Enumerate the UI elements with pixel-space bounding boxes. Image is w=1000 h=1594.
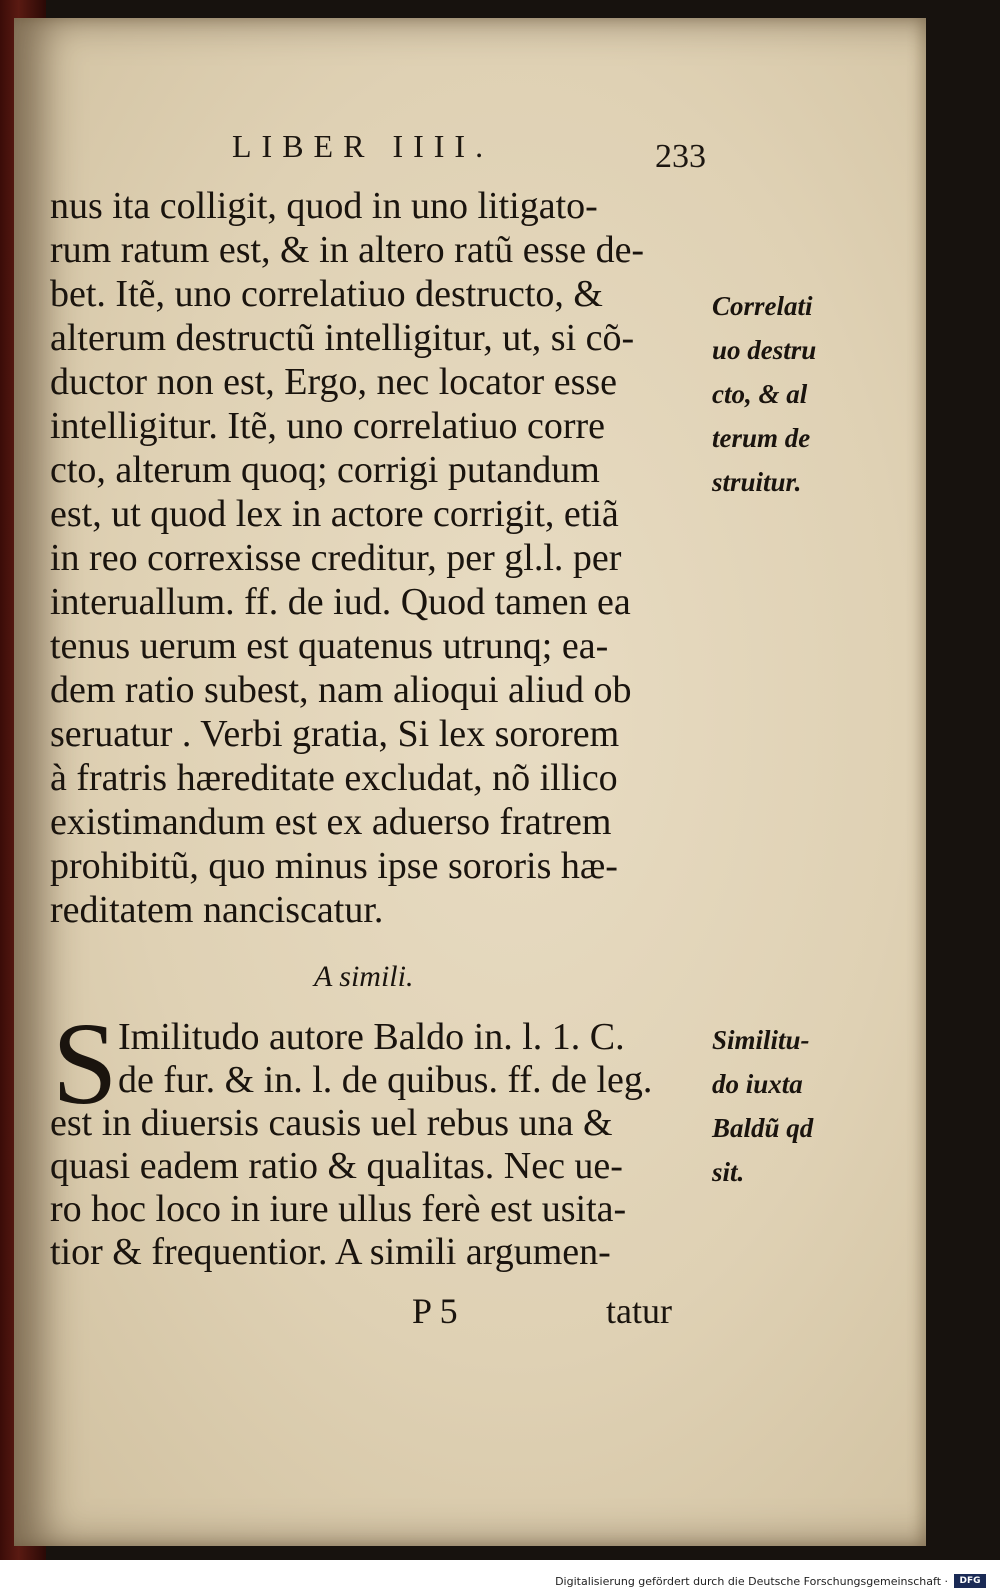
text-line: est, ut quod lex in actore corrigit, etiã bbox=[50, 493, 619, 535]
text-line: tior & frequentior. A simili argumen- bbox=[50, 1231, 611, 1273]
section-heading: A simili. bbox=[314, 960, 414, 993]
drop-cap-initial: S bbox=[52, 998, 118, 1129]
text-line: rum ratum est, & in altero ratũ esse de- bbox=[50, 229, 645, 271]
text-line: quasi eadem ratio & qualitas. Nec ue- bbox=[50, 1145, 623, 1187]
text-line: in reo correxisse creditur, per gl.l. per bbox=[50, 537, 622, 579]
text-line: nus ita colligit, quod in uno litigato- bbox=[50, 185, 598, 227]
catchword: tatur bbox=[606, 1291, 672, 1331]
text-line: ro hoc loco in iure ullus ferè est usita- bbox=[50, 1188, 627, 1230]
text-line: bet. Itẽ, uno correlatiuo destructo, & bbox=[50, 273, 603, 315]
digitization-credit: Digitalisierung gefördert durch die Deutsche Forschungsgemeinschaft · bbox=[555, 1575, 948, 1588]
margin-note-line: terum de bbox=[712, 423, 811, 453]
text-line: reditatem nanciscatur. bbox=[50, 889, 384, 931]
margin-note-line: Similitu- bbox=[712, 1025, 810, 1055]
marginal-note-correlatiuo bbox=[712, 284, 816, 504]
text-line: ductor non est, Ergo, nec locator esse bbox=[50, 361, 618, 403]
text-line: est in diuersis causis uel rebus una & bbox=[50, 1102, 613, 1144]
text-line: à fratris hæreditate excludat, nõ illico bbox=[50, 757, 618, 799]
margin-note-line: do iuxta bbox=[712, 1069, 803, 1099]
margin-note-line: Correlati bbox=[712, 291, 813, 321]
text-line: existimandum est ex aduerso fratrem bbox=[50, 801, 612, 843]
margin-note-line: uo destru bbox=[712, 335, 817, 365]
text-line: intelligitur. Itẽ, uno correlatiuo corre bbox=[50, 405, 606, 447]
text-line: tenus uerum est quatenus utrunq; ea- bbox=[50, 625, 609, 667]
main-text-block bbox=[50, 184, 710, 932]
margin-note-line: Baldũ qd bbox=[712, 1113, 814, 1143]
dfg-logo-icon: DFG bbox=[954, 1574, 986, 1588]
text-line: de fur. & in. l. de quibus. ff. de leg. bbox=[118, 1059, 653, 1101]
marginal-note-similitudo bbox=[712, 1018, 813, 1194]
text-line: interuallum. ff. de iud. Quod tamen ea bbox=[50, 581, 631, 623]
margin-note-line: struitur. bbox=[712, 467, 802, 497]
signature-mark: P 5 bbox=[412, 1291, 458, 1331]
text-line: alterum destructũ intelligitur, ut, si cõ- bbox=[50, 317, 635, 359]
text-line: cto, alterum quoq; corrigi putandum bbox=[50, 449, 600, 491]
text-line: seruatur . Verbi gratia, Si lex sororem bbox=[50, 713, 620, 755]
section-text-block bbox=[50, 998, 710, 1274]
margin-note-line: sit. bbox=[712, 1157, 745, 1187]
text-line: Imilitudo autore Baldo in. l. 1. C. bbox=[118, 1016, 625, 1058]
text-line: dem ratio subest, nam alioqui aliud ob bbox=[50, 669, 632, 711]
text-line: prohibitũ, quo minus ipse sororis hæ- bbox=[50, 845, 618, 887]
running-head: LIBER IIII. bbox=[232, 128, 494, 164]
page-number: 233 bbox=[655, 138, 706, 175]
margin-note-line: cto, & al bbox=[712, 379, 808, 409]
